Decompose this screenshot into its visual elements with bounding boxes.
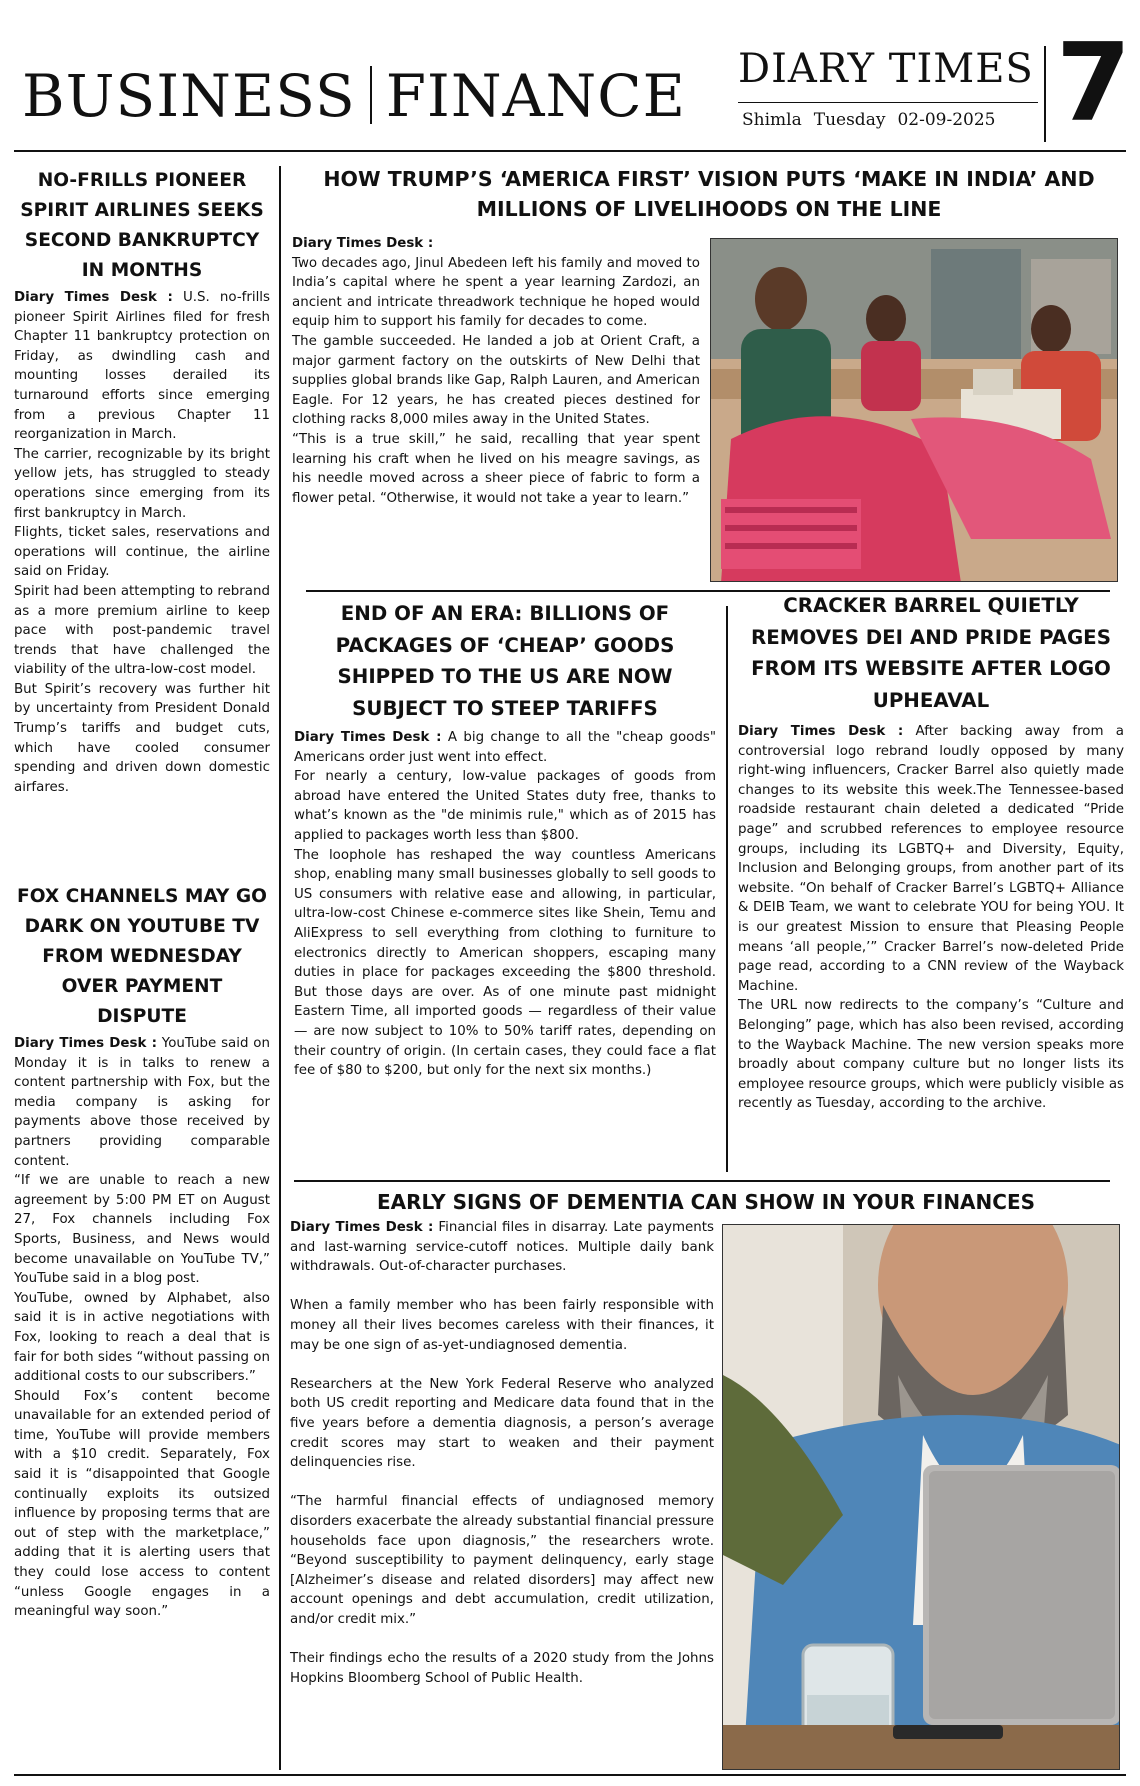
dementia-top-rule <box>294 1180 1110 1182</box>
paper-name-underline <box>738 102 1038 103</box>
article-headline: END OF AN ERA: BILLIONS OF PACKAGES OF ‘CHEAP’ GOODS SHIPPED TO THE US ARE NOW SUBJECT TO STEEP TARIFFS <box>335 602 675 720</box>
masthead <box>0 0 1140 150</box>
desk-label: Diary Times Desk : <box>14 1036 157 1051</box>
article-headline: FOX CHANNELS MAY GO DARK ON YOUTUBE TV FROM WEDNESDAY OVER PAYMENT DISPUTE <box>17 886 267 1027</box>
article-headline: NO-FRILLS PIONEER SPIRIT AIRLINES SEEKS SECOND BANKRUPTCY IN MONTHS <box>20 170 264 281</box>
paragraph: The carrier, recognizable by its bright yellow jets, has struggled to steady operations since emerging from its first bankruptcy in March. <box>14 446 270 521</box>
paragraph: “The harmful financial effects of undiagnosed memory disorders exacerbate the already substantial financial pressure households face upon diagnosis,” the researchers wrote. “Beyond susceptibility to payment delinquency, early stage [Alzheimer’s disease and related disorders] may affect new account openings and debt accumulation, credit utilization, and/or credit mix.” <box>290 1494 714 1627</box>
paragraph: Two decades ago, Jinul Abedeen left his family and moved to India’s capital where he spent a year learning Zardozi, an ancient and intricate threadwork technique he hoped would equip him to support his family for decades to come. <box>292 255 700 330</box>
top-rule <box>14 150 1126 152</box>
article-body <box>14 288 270 797</box>
article-body <box>292 234 700 508</box>
article-fox-youtube <box>14 882 270 1622</box>
man-with-laptop-illustration <box>723 1225 1120 1770</box>
desk-label: Diary Times Desk : <box>294 730 442 745</box>
desk-label: Diary Times Desk : <box>292 236 434 251</box>
paragraph: Spirit had been attempting to rebrand as a more premium airline to keep pace with post-pandemic travel trends that have challenged the viability of the ultra-low-cost model. <box>14 583 270 678</box>
article-trump-body <box>292 234 700 508</box>
dateline-day: Tuesday <box>813 110 886 130</box>
section-divider <box>370 66 372 124</box>
paragraph: The loophole has reshaped the way countless Americans shop, enabling many small businesses globally to sell goods to US consumers with relative ease and allowing, in particular, ultra-low-cost Chinese e-commerce sites like Shein, Temu and AliExpress to sell everything from clothing to furniture to electronics directly to American shoppers, escaping many duties in place for packages exceeding the $800 threshold. But those days are over. As of one minute past midnight Eastern Time, all imported goods — regardless of their value — are now subject to 10% to 50% tariff rates, depending on their country of origin. (In certain cases, they could face a flat fee of $80 to $200, but only for the next six months.) <box>294 847 716 1079</box>
paragraph <box>14 1034 270 1171</box>
paragraph: YouTube, owned by Alphabet, also said it is in active negotiations with Fox, looking to reach a deal that is fair for both sides “without passing on additional costs to our subscribers.” <box>14 1290 270 1385</box>
left-column-rule <box>279 166 281 1770</box>
section-title-finance: FINANCE <box>385 62 686 130</box>
dateline <box>742 110 1007 130</box>
lead-text: Financial files in disarray. Late payments and last-warning service-cutoff notices. Multiple daily bank withdrawals. Out-of-character purchases. <box>290 1220 715 1275</box>
article-tariffs <box>294 598 716 1081</box>
bottom-rule <box>14 1774 1126 1776</box>
paragraph: “This is a true skill,” he said, recalling that year spent learning his craft when he lived on his meagre savings, as his needle moved across a sheer piece of fabric to form a flower petal. “Otherwise, it would not take a year to learn.” <box>292 431 700 506</box>
paragraph <box>290 1218 714 1277</box>
paragraph: The URL now redirects to the company’s “Culture and Belonging” page, which has also been revised, according to the Wayback Machine. The new version speaks more broadly about company culture but no longer lists its employee resource groups, which were publicly visible as recently as Tuesday, according to the archive. <box>738 998 1124 1112</box>
section-title-business: BUSINESS <box>22 62 356 130</box>
article-body <box>14 1034 270 1622</box>
paper-name: DIARY TIMES <box>738 46 1034 92</box>
masthead-divider <box>1044 46 1046 142</box>
paragraph: But Spirit’s recovery was further hit by uncertainty from President Donald Trump’s tariffs and budget cuts, which have cooled consumer spending and driven down domestic airfares. <box>14 681 270 795</box>
paragraph: Flights, ticket sales, reservations and operations will continue, the airline said on Friday. <box>14 525 270 580</box>
photo-garment-workers <box>710 238 1118 582</box>
article-cracker-barrel <box>738 590 1124 1114</box>
lead-text: U.S. no-frills pioneer Spirit Airlines filed for fresh Chapter 11 bankruptcy protection on Friday, as dwindling cash and mounting losses derailed its turnaround efforts since emerging from a previous Chapter 11 reorganization in March. <box>14 290 271 443</box>
article-body <box>290 1218 714 1688</box>
paragraph: “If we are unable to reach a new agreement by 5:00 PM ET on August 27, Fox channels including Fox Sports, Business, and News would become unavailable on YouTube TV,” YouTube said in a blog post. <box>14 1173 270 1287</box>
garment-workers-illustration <box>711 239 1118 582</box>
paragraph: The gamble succeeded. He landed a job at Orient Craft, a major garment factory on the outskirts of New Delhi that supplies global brands like Gap, Ralph Lauren, and American Eagle. For 12 years, he has created pieces destined for clothing racks 8,000 miles away in the United States. <box>292 333 700 428</box>
article-dementia-body <box>290 1218 714 1688</box>
article-headline: HOW TRUMP’S ‘AMERICA FIRST’ VISION PUTS ‘MAKE IN INDIA’ AND MILLIONS OF LIVELIHOODS ON THE LINE <box>323 167 1095 221</box>
paragraph <box>14 288 270 445</box>
article-body <box>294 728 716 1081</box>
lead-text: A big change to all the "cheap goods" Americans order just went into effect. <box>294 730 716 765</box>
page-number: 7 <box>1056 21 1132 146</box>
desk-label: Diary Times Desk : <box>738 724 904 739</box>
article-body <box>738 722 1124 1114</box>
paragraph <box>738 722 1124 996</box>
paragraph <box>294 728 716 767</box>
lead-text: After backing away from a controversial logo rebrand loudly opposed by many right-wing influencers, Cracker Barrel also quietly made changes to its website this week.The Tennessee-based roadside restaurant chain deleted a dedicated “Pride page” and scrubbed references to employee resource groups, including its LGBTQ+ and Diversity, Equity, Inclusion and Belonging groups, from another part of its website. “On behalf of Cracker Barrel’s LGBTQ+ Alliance & DEIB Team, we want to celebrate YOU for being YOU. It is our greatest Mission to ensure that Pleasing People means ‘all people,’” Cracker Barrel’s now-deleted Pride page read, according to a CNN review of the Wayback Machine. <box>738 724 1125 994</box>
article-trump-make-in-india <box>294 164 1124 224</box>
article-dementia <box>294 1188 1118 1216</box>
dateline-city: Shimla <box>742 110 802 130</box>
paragraph: Their findings echo the results of a 2020 study from the Johns Hopkins Bloomberg School of Public Health. <box>290 1651 714 1686</box>
article-headline: CRACKER BARREL QUIETLY REMOVES DEI AND PRIDE PAGES FROM ITS WEBSITE AFTER LOGO UPHEAVAL <box>751 594 1111 712</box>
photo-man-laptop <box>722 1224 1120 1770</box>
desk-label: Diary Times Desk : <box>14 290 173 305</box>
dateline-date: 02-09-2025 <box>897 110 996 130</box>
paragraph: For nearly a century, low-value packages of goods from abroad have entered the United States duty free, thanks to what’s known as the "de minimis rule," which as of 2015 has applied to packages worth less than $800. <box>294 769 716 843</box>
paragraph: Should Fox’s content become unavailable for an extended period of time, YouTube will provide members with a $10 credit. Separately, Fox said it is “disappointed that Google continually exploits its outsized influence by proposing terms that are out of step with the marketplace,” adding that it is alerting users that they could lose access to content “unless Google engages in a meaningful way soon.” <box>14 1388 270 1620</box>
article-spirit-airlines <box>14 166 270 797</box>
paragraph: Researchers at the New York Federal Reserve who analyzed both US credit reporting and Medicare data found that in the five years before a dementia diagnosis, a person’s average credit scores may start to weaken and their payment delinquencies rise. <box>290 1376 714 1471</box>
lead-text: YouTube said on Monday it is in talks to renew a content partnership with Fox, but the media company is asking for payments above those received by partners providing comparable content. <box>14 1036 270 1169</box>
section-title <box>22 62 686 130</box>
middle-column-rule <box>726 606 728 1172</box>
desk-label: Diary Times Desk : <box>290 1220 434 1235</box>
paragraph: When a family member who has been fairly responsible with money all their lives becomes careless with their finances, it may be one sign of as-yet-undiagnosed dementia. <box>290 1298 714 1353</box>
article-headline: EARLY SIGNS OF DEMENTIA CAN SHOW IN YOUR FINANCES <box>376 1190 1036 1214</box>
